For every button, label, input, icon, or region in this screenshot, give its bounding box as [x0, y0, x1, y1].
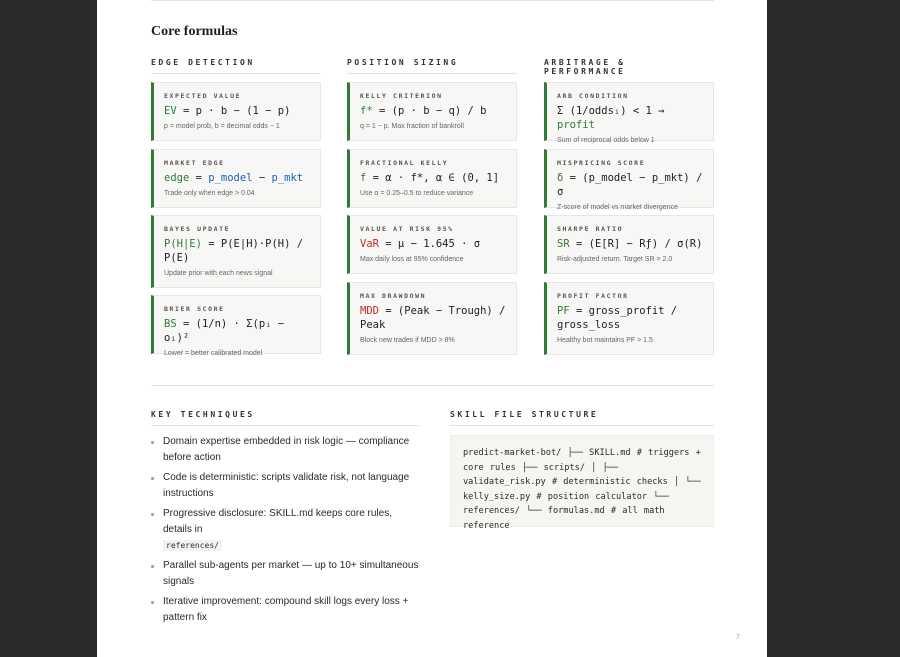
formula-card-expected-value	[151, 82, 321, 141]
techniques-heading: KEY TECHNIQUES	[151, 410, 255, 419]
card-formula: EV = p · b − (1 − p)	[164, 105, 291, 117]
card-note: Healthy bot maintains PF > 1.5	[557, 337, 653, 344]
section-divider	[151, 385, 714, 386]
card-kicker: ARB CONDITION	[557, 92, 629, 100]
card-kicker: MARKET EDGE	[164, 159, 225, 167]
column-edge-detection	[151, 58, 321, 74]
card-formula: δ = (p_model − p_mkt) / σ	[557, 172, 703, 198]
column-position-sizing	[347, 58, 517, 74]
card-formula: Σ (1/oddsᵢ) < 1 → profit	[557, 105, 665, 131]
section-title: Core formulas	[151, 24, 238, 39]
list-item: Iterative improvement: compound skill logs every loss + pattern fix	[151, 594, 419, 626]
card-formula: f = α · f*, α ∈ (0, 1]	[360, 172, 500, 184]
list-item: Domain expertise embedded in risk logic — compliance before action	[151, 434, 419, 466]
structure-heading: SKILL FILE STRUCTURE	[450, 410, 599, 419]
card-kicker: EXPECTED VALUE	[164, 92, 242, 100]
card-note: Update prior with each news signal	[164, 270, 273, 277]
techniques-divider	[151, 425, 419, 426]
card-formula: PF = gross_profit / gross_loss	[557, 305, 678, 331]
list-item: Parallel sub-agents per market — up to 10+ simultaneous signals	[151, 558, 419, 590]
card-note: Sum of reciprocal odds below 1	[557, 137, 655, 144]
column-heading: POSITION SIZING	[347, 58, 517, 74]
document-page	[97, 0, 767, 657]
column-heading: EDGE DETECTION	[151, 58, 321, 74]
card-kicker: SHARPE RATIO	[557, 225, 624, 233]
card-kicker: MISPRICING SCORE	[557, 159, 646, 167]
formula-card-sharpe-ratio	[544, 215, 714, 274]
card-formula: VaR = μ − 1.645 · σ	[360, 238, 481, 250]
list-item: Code is deterministic: scripts validate risk, not language instructions	[151, 470, 419, 502]
card-kicker: FRACTIONAL KELLY	[360, 159, 449, 167]
card-kicker: BRIER SCORE	[164, 305, 225, 313]
card-formula: MDD = (Peak − Trough) / Peak	[360, 305, 506, 331]
card-note: Block new trades if MDD > 8%	[360, 337, 455, 344]
card-formula: f* = (p · b − q) / b	[360, 105, 487, 117]
structure-divider	[450, 425, 714, 426]
code-chip: references/	[163, 540, 222, 551]
formula-card-arb-condition	[544, 82, 714, 144]
card-formula: edge = p_model − p_mkt	[164, 172, 304, 184]
card-formula: P(H|E) = P(E|H)·P(H) / P(E)	[164, 238, 304, 264]
card-note: q = 1 − p. Max fraction of bankroll	[360, 123, 464, 130]
card-kicker: VALUE AT RISK 95%	[360, 225, 454, 233]
formula-card-market-edge	[151, 149, 321, 208]
card-kicker: BAYES UPDATE	[164, 225, 231, 233]
card-note: Trade only when edge > 0.04	[164, 190, 255, 197]
column-heading: ARBITRAGE & PERFORMANCE	[544, 58, 714, 83]
card-kicker: PROFIT FACTOR	[557, 292, 629, 300]
formula-card-fractional-kelly	[347, 149, 517, 208]
formula-card-bayes-update	[151, 215, 321, 288]
formula-card-max-drawdown	[347, 282, 517, 355]
card-kicker: MAX DRAWDOWN	[360, 292, 427, 300]
card-note: Use α = 0.25–0.5 to reduce variance	[360, 190, 474, 197]
list-item: Progressive disclosure: SKILL.md keeps core rules, details in references/	[151, 506, 419, 554]
card-formula: SR = (E[R] − Rƒ) / σ(R)	[557, 238, 703, 250]
column-arbitrage-performance	[544, 58, 714, 83]
formula-card-kelly-criterion	[347, 82, 517, 141]
card-formula: BS = (1/n) · Σ(pᵢ − oᵢ)²	[164, 318, 285, 344]
formula-card-profit-factor	[544, 282, 714, 355]
techniques-list	[151, 434, 419, 630]
formula-card-value-at-risk	[347, 215, 517, 274]
card-note: Lower = better calibrated model	[164, 350, 263, 357]
card-note: Max daily loss at 95% confidence	[360, 256, 464, 263]
page-number: 7	[736, 634, 740, 641]
card-note: Z-score of model vs market divergence	[557, 204, 678, 211]
card-kicker: KELLY CRITERION	[360, 92, 443, 100]
formula-card-mispricing-score	[544, 149, 714, 211]
card-note: p = model prob, b = decimal odds − 1	[164, 123, 280, 130]
file-structure-code: predict-market-bot/ ├── SKILL.md # triggers + core rules ├── scripts/ │ ├── validate_risk.py # deterministic checks │ └── kelly_size.py # position calculator └── references/ └── formulas.md # all math reference	[450, 435, 714, 527]
top-divider	[151, 0, 714, 1]
formula-card-brier-score	[151, 295, 321, 357]
card-note: Risk-adjusted return. Target SR > 2.0	[557, 256, 673, 263]
